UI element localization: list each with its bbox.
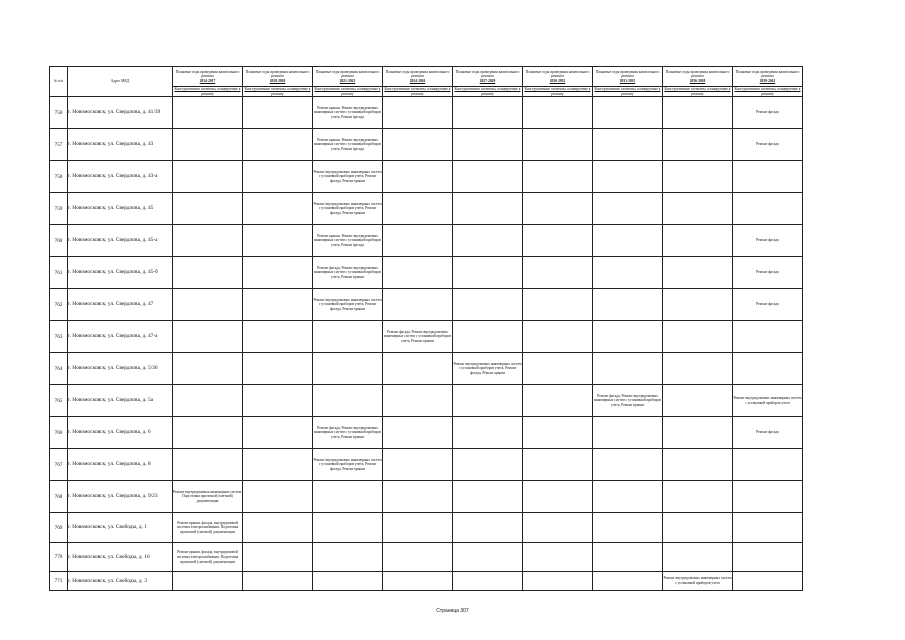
repair-work-cell [383, 97, 453, 129]
row-number: 764 [50, 353, 68, 385]
repair-work-cell [593, 257, 663, 289]
repair-work-cell [383, 257, 453, 289]
repair-work-cell [173, 417, 243, 449]
repair-work-cell [243, 225, 313, 257]
repair-work-cell [173, 449, 243, 481]
row-number: 770 [50, 543, 68, 572]
repair-work-cell [453, 513, 523, 543]
period-years: 2014-2017 [199, 78, 216, 83]
repair-work-cell [173, 257, 243, 289]
row-address: г. Новомосковск, ул. Свердлова, д. 45-а [68, 225, 173, 257]
repair-work-cell [593, 129, 663, 161]
repair-work-cell [173, 321, 243, 353]
repair-work-cell [593, 481, 663, 513]
repair-work-cell [243, 543, 313, 572]
header-period-3 [313, 67, 383, 87]
repair-work-cell [453, 161, 523, 193]
period-title: Плановые годы проведения капитального ремонта [175, 69, 240, 79]
header-period-sub-4: Конструктивные элементы, планируемые к ремонту [384, 87, 451, 96]
repair-work-cell: Ремонт крыши, Ремонт внутридомовых инженерных систем с установкой приборов учета, Ремонт фасада [313, 97, 383, 129]
table-row [50, 353, 803, 385]
period-title: Плановые годы проведения капитального ремонта [595, 69, 660, 79]
repair-work-cell [173, 225, 243, 257]
period-title: Плановые годы проведения капитального ремонта [455, 69, 520, 79]
period-title: Плановые годы проведения капитального ремонта [665, 69, 730, 79]
repair-work-cell [453, 321, 523, 353]
repair-work-cell: Ремонт фасада, Ремонт внутридомовых инженерных систем с установкой приборов учета, Ремонт крыши [313, 417, 383, 449]
period-years: 2021-2023 [339, 78, 356, 83]
row-address: г. Новомосковск, ул. Свердлова, д. 6 [68, 417, 173, 449]
repair-work-cell: Ремонт внутридомовых инженерных систем с установкой приборов учета, Ремонт фасада, Ремонт крыши [313, 449, 383, 481]
repair-work-cell: Ремонт крыши, Ремонт внутридомовых инженерных систем с установкой приборов учета, Ремонт фасада [313, 225, 383, 257]
repair-work-cell [383, 225, 453, 257]
repair-work-cell: Ремонт внутридомовых инженерных систем с установкой приборов учета [663, 572, 733, 591]
row-address: г. Новомосковск, ул. Свободы, д. 1 [68, 513, 173, 543]
repair-work-cell: Ремонт внутридомовых инженерных систем с установкой приборов учета [733, 385, 803, 417]
header-period-sub-9: Конструктивные элементы, планируемые к ремонту [734, 87, 801, 96]
repair-work-cell [453, 385, 523, 417]
repair-work-cell [453, 97, 523, 129]
repair-work-cell [523, 225, 593, 257]
repair-work-cell [383, 481, 453, 513]
repair-work-cell [663, 417, 733, 449]
repair-work-cell [243, 353, 313, 385]
row-address: г. Новомосковск, ул. Свердлова, д. 45 [68, 193, 173, 225]
repair-work-cell [173, 572, 243, 591]
row-number: 765 [50, 385, 68, 417]
repair-work-cell [733, 513, 803, 543]
period-years: 2027-2029 [479, 78, 496, 83]
table-row [50, 129, 803, 161]
repair-work-cell: Ремонт крыши, фасада, внутридомовой системы электроснабжения. Подготовка проектной (сметной) документации [173, 513, 243, 543]
period-title: Плановые годы проведения капитального ремонта [385, 69, 450, 79]
header-period-6 [523, 67, 593, 87]
row-number: 763 [50, 321, 68, 353]
repair-work-cell [383, 572, 453, 591]
period-years: 2039-2041 [759, 78, 776, 83]
header-period-2 [243, 67, 313, 87]
header-period-sub-1: Конструктивные элементы, планируемые к ремонту [174, 87, 241, 96]
repair-work-cell [313, 385, 383, 417]
repair-work-cell [733, 353, 803, 385]
repair-work-cell: Ремонт фасада [733, 97, 803, 129]
row-address: г. Новомосковск, ул. Свердлова, д. 47-а [68, 321, 173, 353]
row-number: 767 [50, 449, 68, 481]
repair-work-cell [243, 481, 313, 513]
header-period-4 [383, 67, 453, 87]
repair-work-cell [593, 225, 663, 257]
header-period-9 [733, 67, 803, 87]
repair-work-cell [173, 289, 243, 321]
header-period-5 [453, 67, 523, 87]
repair-work-cell [243, 289, 313, 321]
repair-work-cell [523, 513, 593, 543]
repair-work-cell [593, 543, 663, 572]
repair-work-cell [663, 225, 733, 257]
table-row [50, 449, 803, 481]
repair-work-cell [663, 257, 733, 289]
repair-work-cell [733, 481, 803, 513]
repair-work-cell: Ремонт фасада [733, 289, 803, 321]
row-number: 762 [50, 289, 68, 321]
repair-work-cell [243, 385, 313, 417]
repair-work-cell [593, 572, 663, 591]
repair-work-cell [523, 289, 593, 321]
repair-work-cell [593, 417, 663, 449]
repair-work-cell: Ремонт фасада [733, 225, 803, 257]
header-period-sub-8: Конструктивные элементы, планируемые к ремонту [664, 87, 731, 96]
repair-work-cell [313, 481, 383, 513]
repair-work-cell [243, 572, 313, 591]
table-row [50, 513, 803, 543]
repair-work-cell [383, 161, 453, 193]
header-period-sub-7: Конструктивные элементы, планируемые к ремонту [594, 87, 661, 96]
repair-work-cell [243, 417, 313, 449]
row-address: г. Новомосковск, ул. Свердлова, д. 47 [68, 289, 173, 321]
repair-work-cell: Ремонт фасада [733, 129, 803, 161]
repair-work-cell [593, 161, 663, 193]
period-title: Плановые годы проведения капитального ремонта [315, 69, 380, 79]
repair-work-cell [733, 161, 803, 193]
repair-work-cell [453, 129, 523, 161]
repair-work-cell: Ремонт внутридомовых инженерных систем с установкой приборов учета, Ремонт фасада, Ремонт крыши [313, 289, 383, 321]
repair-work-cell: Ремонт фасада [733, 417, 803, 449]
repair-work-cell: Ремонт внутридомовых инженерных систем. Подготовка проектной (сметной) документации [173, 481, 243, 513]
capital-repair-table [49, 66, 803, 591]
repair-work-cell [173, 97, 243, 129]
table-row [50, 417, 803, 449]
table-row [50, 481, 803, 513]
repair-work-cell [383, 353, 453, 385]
repair-work-cell [453, 449, 523, 481]
repair-work-cell [523, 572, 593, 591]
repair-work-cell [733, 543, 803, 572]
row-number: 756 [50, 97, 68, 129]
repair-work-cell [523, 193, 593, 225]
header-num: № п/п [50, 67, 68, 97]
period-title: Плановые годы проведения капитального ремонта [245, 69, 310, 79]
table-row [50, 161, 803, 193]
repair-work-cell [173, 129, 243, 161]
repair-work-cell [593, 289, 663, 321]
repair-work-cell [383, 417, 453, 449]
repair-work-cell: Ремонт фасада [733, 257, 803, 289]
repair-work-cell [453, 193, 523, 225]
repair-work-cell [313, 543, 383, 572]
repair-work-cell [383, 449, 453, 481]
table-row [50, 97, 803, 129]
repair-work-cell: Ремонт фасада, Ремонт внутридомовых инженерных систем с установкой приборов учета, Ремонт крыши [313, 257, 383, 289]
repair-work-cell [523, 129, 593, 161]
period-years: 2033-2035 [619, 78, 636, 83]
row-address: г. Новомосковск, ул. Свердлова, д. 45-б [68, 257, 173, 289]
repair-work-cell [523, 417, 593, 449]
repair-work-cell [733, 572, 803, 591]
repair-work-cell [173, 353, 243, 385]
period-years: 2024-2026 [409, 78, 426, 83]
repair-work-cell [313, 353, 383, 385]
table-row [50, 193, 803, 225]
row-address: г. Новомосковск, ул. Свердлова, д. 5а [68, 385, 173, 417]
repair-work-cell [663, 129, 733, 161]
repair-work-cell [313, 572, 383, 591]
repair-work-cell [663, 353, 733, 385]
table-row [50, 225, 803, 257]
repair-work-cell [663, 161, 733, 193]
repair-work-cell: Ремонт фасада, Ремонт внутридомовых инженерных систем с установкой приборов учета, Ремонт крыши [383, 321, 453, 353]
repair-work-cell [173, 385, 243, 417]
repair-work-cell: Ремонт внутридомовых инженерных систем с установкой приборов учета, Ремонт фасада, Ремонт крыши [453, 353, 523, 385]
header-period-sub-3: Конструктивные элементы, планируемые к ремонту [314, 87, 381, 96]
repair-work-cell [383, 513, 453, 543]
repair-work-cell [593, 353, 663, 385]
header-period-sub-6: Конструктивные элементы, планируемые к ремонту [524, 87, 591, 96]
repair-work-cell [243, 193, 313, 225]
repair-work-cell [593, 513, 663, 543]
repair-work-cell [243, 97, 313, 129]
repair-work-cell [523, 543, 593, 572]
repair-work-cell [523, 161, 593, 193]
row-address: г. Новомосковск, ул. Свободы, д. 3 [68, 572, 173, 591]
page-number: Страница 307 [436, 608, 469, 614]
repair-work-cell [383, 543, 453, 572]
repair-work-cell [453, 543, 523, 572]
repair-work-cell: Ремонт фасада, Ремонт внутридомовых инженерных систем с установкой приборов учета, Ремонт крыши [593, 385, 663, 417]
period-years: 2030-2032 [549, 78, 566, 83]
table-row [50, 572, 803, 591]
table-row [50, 385, 803, 417]
repair-work-cell [313, 321, 383, 353]
row-number: 766 [50, 417, 68, 449]
repair-work-cell [383, 193, 453, 225]
repair-work-cell [383, 385, 453, 417]
header-period-7 [593, 67, 663, 87]
period-title: Плановые годы проведения капитального ремонта [525, 69, 590, 79]
table-row [50, 321, 803, 353]
repair-work-cell [663, 97, 733, 129]
repair-work-cell [453, 417, 523, 449]
repair-work-cell [453, 481, 523, 513]
repair-work-cell [243, 449, 313, 481]
repair-work-cell [733, 321, 803, 353]
period-years: 2018-2020 [269, 78, 286, 83]
repair-work-cell [663, 385, 733, 417]
repair-work-cell [243, 161, 313, 193]
header-period-8 [663, 67, 733, 87]
repair-work-cell [523, 97, 593, 129]
repair-work-cell [663, 449, 733, 481]
repair-work-cell [313, 513, 383, 543]
repair-work-cell [383, 289, 453, 321]
repair-work-cell: Ремонт крыши, Ремонт внутридомовых инженерных систем с установкой приборов учета, Ремонт фасада [313, 129, 383, 161]
row-number: 757 [50, 129, 68, 161]
row-address: г. Новомосковск, ул. Свободы, д. 16 [68, 543, 173, 572]
repair-work-cell [733, 193, 803, 225]
repair-work-cell [173, 161, 243, 193]
repair-work-cell [523, 257, 593, 289]
repair-work-cell [453, 257, 523, 289]
repair-work-cell [523, 449, 593, 481]
repair-work-cell [593, 321, 663, 353]
row-number: 758 [50, 161, 68, 193]
row-number: 769 [50, 513, 68, 543]
repair-work-cell [663, 193, 733, 225]
table-row [50, 289, 803, 321]
repair-work-cell [453, 225, 523, 257]
repair-work-cell [453, 289, 523, 321]
repair-work-cell [173, 193, 243, 225]
repair-work-cell [523, 321, 593, 353]
table-row [50, 257, 803, 289]
repair-work-cell [663, 289, 733, 321]
row-address: г. Новомосковск, ул. Свердлова, д. 8 [68, 449, 173, 481]
row-number: 768 [50, 481, 68, 513]
row-address: г. Новомосковск, ул. Свердлова, д. 41/39 [68, 97, 173, 129]
repair-work-cell: Ремонт внутридомовых инженерных систем с установкой приборов учета, Ремонт фасада, Ремонт крыши [313, 193, 383, 225]
header-period-sub-2: Конструктивные элементы, планируемые к ремонту [244, 87, 311, 96]
row-number: 761 [50, 257, 68, 289]
row-number: 771 [50, 572, 68, 591]
header-period-1 [173, 67, 243, 87]
repair-work-cell [663, 513, 733, 543]
repair-work-cell [593, 449, 663, 481]
repair-work-cell [243, 257, 313, 289]
row-address: г. Новомосковск, ул. Свердлова, д. 5/30 [68, 353, 173, 385]
repair-work-cell [243, 321, 313, 353]
period-title: Плановые годы проведения капитального ремонта [735, 69, 800, 79]
repair-work-cell: Ремонт внутридомовых инженерных систем с установкой приборов учета, Ремонт фасада, Ремонт крыши [313, 161, 383, 193]
repair-work-cell: Ремонт крыши, фасада, внутридомовой системы электроснабжения. Подготовка проектной (сметной) документации [173, 543, 243, 572]
repair-work-cell [593, 193, 663, 225]
row-number: 759 [50, 193, 68, 225]
repair-work-cell [733, 449, 803, 481]
repair-work-cell [663, 543, 733, 572]
repair-work-cell [453, 572, 523, 591]
row-address: г. Новомосковск, ул. Свердлова, д. 43 [68, 129, 173, 161]
header-period-sub-5: Конструктивные элементы, планируемые к ремонту [454, 87, 521, 96]
repair-work-cell [383, 129, 453, 161]
row-address: г. Новомосковск, ул. Свердлова, д. 43-а [68, 161, 173, 193]
repair-work-cell [593, 97, 663, 129]
repair-work-cell [243, 129, 313, 161]
repair-work-cell [243, 513, 313, 543]
period-years: 2036-2038 [689, 78, 706, 83]
repair-work-cell [523, 385, 593, 417]
table-row [50, 543, 803, 572]
repair-work-cell [663, 481, 733, 513]
row-address: г. Новомосковск, ул. Свердлова, д. 9/23 [68, 481, 173, 513]
repair-work-cell [663, 321, 733, 353]
row-number: 760 [50, 225, 68, 257]
repair-work-cell [523, 353, 593, 385]
header-address: Адрес МКД [68, 67, 173, 97]
repair-work-cell [523, 481, 593, 513]
